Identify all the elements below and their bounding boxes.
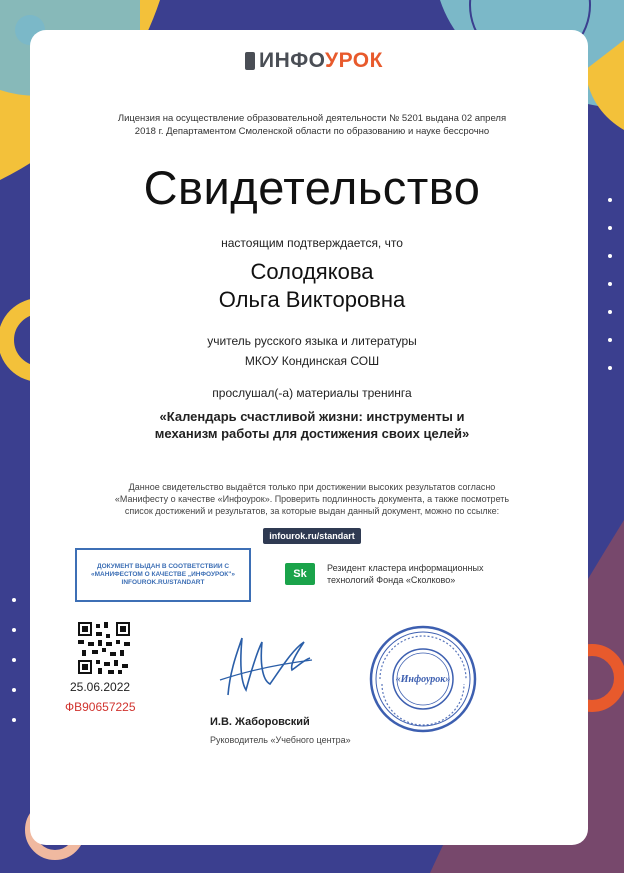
logo-text-part1: ИНФО	[259, 49, 325, 72]
license-line-1: Лицензия на осуществление образовательной деятельности № 5201 выдана 02 апреля	[117, 113, 507, 124]
skolkovo-line-1: Резидент кластера информационных	[327, 563, 484, 573]
recipient-surname: Солодякова	[250, 259, 374, 284]
standard-link[interactable]: infourok.ru/standart	[263, 528, 361, 544]
manifest-stamp	[75, 548, 251, 602]
certificate-title: Свидетельство	[143, 161, 481, 214]
confirm-text: настоящим подтверждается, что	[221, 236, 403, 250]
notice-line-1: Данное свидетельство выдаётся только при достижении высоких результатов согласно	[128, 482, 496, 492]
skolkovo-line-2: технологий Фонда «Сколково»	[327, 575, 456, 585]
signature-icon	[200, 620, 320, 710]
skolkovo-text	[327, 562, 483, 586]
infourok-logo	[245, 48, 383, 74]
notice-line-2: «Манифесту о качестве «Инфоурок». Проверить подлинность документа, а также посмотреть	[114, 494, 510, 504]
skolkovo-logo-icon: Sk	[285, 563, 315, 585]
license-line-2: 2018 г. Департаментом Смоленской области по образованию и науке бессрочно	[134, 126, 490, 137]
manifest-line-2: «МАНИФЕСТОМ О КАЧЕСТВЕ „ИНФОУРОК"»	[91, 571, 235, 578]
course-title-line-1: «Календарь счастливой жизни: инструменты и	[159, 409, 465, 424]
recipient-position: учитель русского языка и литературы	[207, 334, 417, 348]
course-title-line-2: механизм работы для достижения своих целей»	[154, 426, 470, 441]
document-number: ФВ90657225	[65, 700, 136, 714]
course-title	[0, 408, 624, 442]
verification-notice	[0, 481, 624, 517]
manifest-line-3: INFOUROK.RU/STANDART	[121, 579, 205, 586]
signer-role: Руководитель «Учебного центра»	[210, 735, 351, 745]
logo-text-part2: УРОК	[325, 49, 383, 72]
company-seal-icon	[368, 624, 478, 734]
recipient-name	[0, 258, 624, 314]
listened-text: прослушал(-а) материалы тренинга	[212, 386, 412, 400]
notice-line-3: список достижений и результатов, за которые выдан данный документ, можно по ссылке:	[124, 506, 500, 516]
issue-date: 25.06.2022	[70, 680, 131, 694]
manifest-line-1: ДОКУМЕНТ ВЫДАН В СООТВЕТСТВИИ С	[96, 563, 230, 570]
logo-mark-icon	[245, 52, 255, 70]
license-text	[0, 112, 624, 138]
qr-code-icon	[78, 622, 130, 674]
seal-center-text: «Инфоурок»	[395, 674, 451, 685]
recipient-school: МКОУ Кондинская СОШ	[244, 354, 380, 368]
recipient-given-names: Ольга Викторовна	[218, 287, 406, 312]
signer-name: И.В. Жаборовский	[210, 716, 310, 728]
